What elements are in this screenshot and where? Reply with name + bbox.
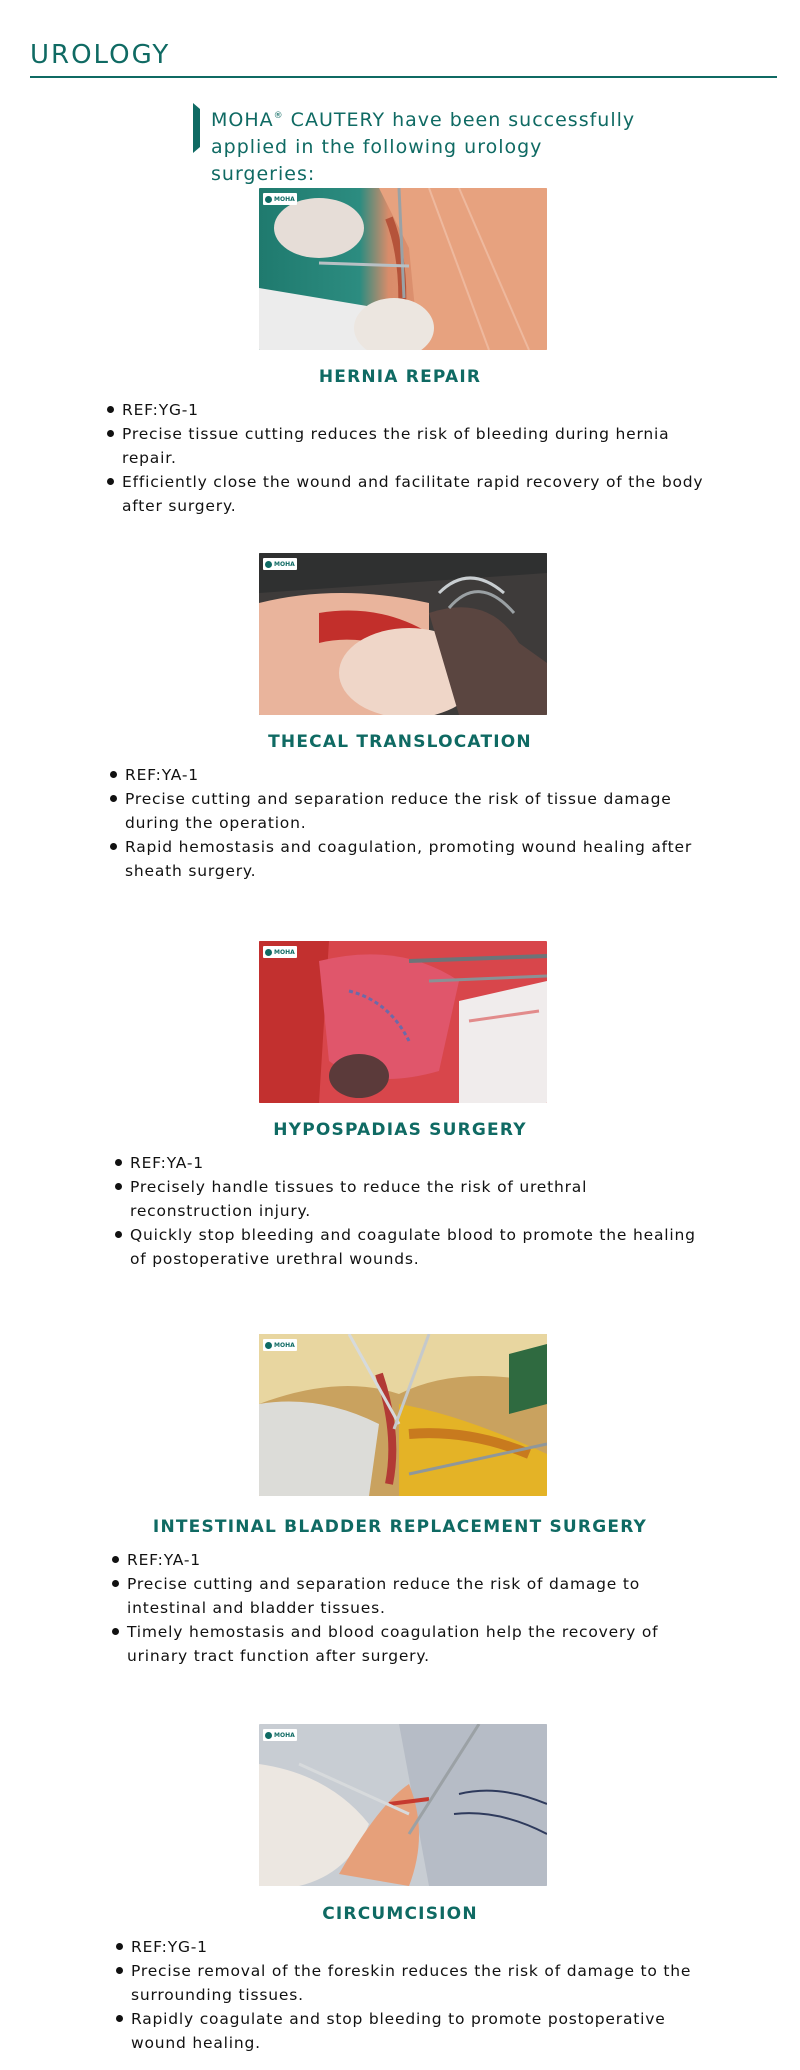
section-title: HERNIA REPAIR [318,367,482,387]
bullet-item: Efficiently close the wound and facilitate rapid recovery of the body after surgery. [106,470,706,518]
section-title: THECAL TRANSLOCATION [268,732,532,752]
moha-logo [263,946,297,958]
moha-logo-mark [265,949,272,956]
section-title: CIRCUMCISION [322,1904,478,1924]
moha-logo-mark [265,1732,272,1739]
bullet-item: REF:YG-1 [106,398,706,422]
moha-logo [263,1729,297,1741]
page-title: UROLOGY [30,40,171,70]
bullet-item: Timely hemostasis and blood coagulation help the recovery of urinary tract function after surgery. [111,1620,711,1668]
moha-logo-mark [265,561,272,568]
moha-logo-text: MOHA [274,195,295,203]
intestinal-bladder-photo [259,1334,547,1496]
bullet-list [109,763,719,883]
bullet-item: REF:YA-1 [114,1151,714,1175]
bullet-list [115,1935,705,2055]
moha-logo-mark [265,1342,272,1349]
bullet-item: REF:YA-1 [109,763,719,787]
bullet-item: REF:YG-1 [115,1935,705,1959]
bullet-item: Precise removal of the foreskin reduces the risk of damage to the surrounding tissues. [115,1959,705,2007]
moha-logo [263,193,297,205]
bullet-list [114,1151,714,1271]
bullet-item: REF:YA-1 [111,1548,711,1572]
moha-logo [263,1339,297,1351]
intro-text [211,103,651,188]
hypospadias-surgery-photo [259,941,547,1103]
moha-logo-mark [265,196,272,203]
bullet-item: Precisely handle tissues to reduce the risk of urethral reconstruction injury. [114,1175,714,1223]
intro-brand: MOHA [211,109,274,131]
thecal-translocation-photo [259,553,547,715]
bullet-item: Rapidly coagulate and stop bleeding to promote postoperative wound healing. [115,2007,705,2055]
bullet-item: Precise tissue cutting reduces the risk of bleeding during hernia repair. [106,422,706,470]
bullet-item: Quickly stop bleeding and coagulate blood to promote the healing of postoperative urethral wounds. [114,1223,714,1271]
moha-logo-text: MOHA [274,1341,295,1349]
bullet-list [111,1548,711,1668]
bullet-item: Rapid hemostasis and coagulation, promoting wound healing after sheath surgery. [109,835,719,883]
moha-logo [263,558,297,570]
intro-line-2: applied in the following urology surgeries: [211,136,543,185]
bullet-list [106,398,706,518]
intro-line-1: CAUTERY have been successfully [283,109,636,131]
moha-logo-text: MOHA [274,1731,295,1739]
moha-logo-text: MOHA [274,948,295,956]
registered-mark: ® [273,111,284,121]
intro-accent-bar [193,103,200,153]
section-title: HYPOSPADIAS SURGERY [273,1120,527,1140]
bullet-item: Precise cutting and separation reduce the risk of tissue damage during the operation. [109,787,719,835]
section-title: INTESTINAL BLADDER REPLACEMENT SURGERY [152,1517,648,1537]
title-divider [30,76,777,78]
moha-logo-text: MOHA [274,560,295,568]
hernia-repair-photo [259,188,547,350]
circumcision-photo [259,1724,547,1886]
bullet-item: Precise cutting and separation reduce the risk of damage to intestinal and bladder tissues. [111,1572,711,1620]
